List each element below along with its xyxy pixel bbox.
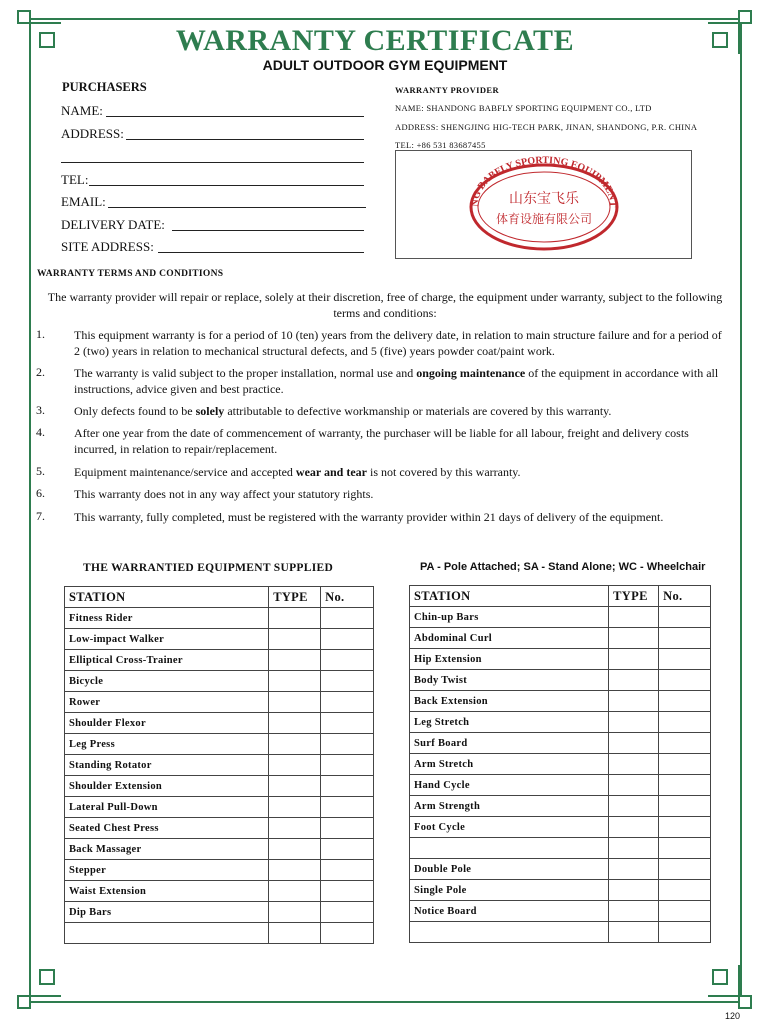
quantity-cell[interactable] bbox=[659, 628, 711, 649]
station-cell: Hand Cycle bbox=[410, 775, 609, 796]
stamp-cn-line2: 体育设施有限公司 bbox=[495, 212, 593, 226]
term-number: 6. bbox=[36, 486, 45, 500]
stamp-box bbox=[395, 150, 692, 259]
equipment-heading: THE WARRANTIED EQUIPMENT SUPPLIED bbox=[83, 562, 334, 574]
station-cell: Dip Bars bbox=[65, 902, 269, 923]
quantity-cell[interactable] bbox=[659, 859, 711, 880]
type-cell[interactable] bbox=[609, 754, 659, 775]
term-number: 1. bbox=[36, 327, 45, 341]
column-header: STATION bbox=[410, 586, 609, 607]
table-row bbox=[65, 902, 374, 923]
table-row bbox=[65, 608, 374, 629]
table-header-row bbox=[410, 586, 711, 607]
quantity-cell[interactable] bbox=[659, 838, 711, 859]
table-row bbox=[410, 628, 711, 649]
tel-label: TEL: bbox=[61, 172, 89, 187]
table-row bbox=[410, 754, 711, 775]
quantity-cell[interactable] bbox=[659, 775, 711, 796]
quantity-cell[interactable] bbox=[659, 901, 711, 922]
column-header: No. bbox=[659, 586, 711, 607]
station-cell: Lateral Pull-Down bbox=[65, 797, 269, 818]
station-cell: Leg Stretch bbox=[410, 712, 609, 733]
station-cell: Arm Strength bbox=[410, 796, 609, 817]
table-row bbox=[65, 734, 374, 755]
quantity-cell[interactable] bbox=[321, 692, 374, 713]
station-cell: Body Twist bbox=[410, 670, 609, 691]
quantity-cell[interactable] bbox=[321, 839, 374, 860]
station-cell: Arm Stretch bbox=[410, 754, 609, 775]
type-cell[interactable] bbox=[609, 607, 659, 628]
site-address-label: SITE ADDRESS: bbox=[61, 239, 154, 254]
type-cell[interactable] bbox=[609, 733, 659, 754]
term-text: This equipment warranty is for a period of 10 (ten) years from the delivery date, in relation to main structure failure and for a period of 2 (two) years in relation to mechanical structural defects, and 5 (five) years powder coat/paint work. bbox=[74, 328, 722, 358]
address-label: ADDRESS: bbox=[61, 126, 124, 141]
delivery-date-label: DELIVERY DATE: bbox=[61, 217, 165, 232]
table-row bbox=[65, 692, 374, 713]
table-row bbox=[410, 670, 711, 691]
quantity-cell[interactable] bbox=[659, 607, 711, 628]
table-row bbox=[65, 755, 374, 776]
quantity-cell[interactable] bbox=[321, 797, 374, 818]
quantity-cell[interactable] bbox=[659, 733, 711, 754]
table-row bbox=[410, 607, 711, 628]
term-text: After one year from the date of commencement of warranty, the purchaser will be liable for all labour, freight and delivery costs incurred, in relation to repair/replacement. bbox=[74, 426, 689, 456]
table-row bbox=[65, 650, 374, 671]
station-cell: Elliptical Cross-Trainer bbox=[65, 650, 269, 671]
provider-heading: WARRANTY PROVIDER bbox=[395, 85, 500, 95]
station-cell: Foot Cycle bbox=[410, 817, 609, 838]
column-header: TYPE bbox=[609, 586, 659, 607]
table-row bbox=[65, 881, 374, 902]
station-cell: Leg Press bbox=[65, 734, 269, 755]
email-label: EMAIL: bbox=[61, 194, 106, 209]
term-number: 5. bbox=[36, 464, 45, 478]
quantity-cell[interactable] bbox=[659, 754, 711, 775]
table-row bbox=[410, 649, 711, 670]
corner-ornament-bottom-left bbox=[17, 965, 61, 1009]
station-cell: Chin-up Bars bbox=[410, 607, 609, 628]
stamp-outer-text: NG BABFLY SPORTING EQUIPMENT bbox=[469, 155, 619, 208]
certificate-title: WARRANTY CERTIFICATE bbox=[175, 24, 575, 57]
table-row bbox=[65, 776, 374, 797]
company-seal-stamp bbox=[396, 151, 691, 258]
table-row bbox=[65, 860, 374, 881]
type-cell[interactable] bbox=[269, 755, 321, 776]
quantity-cell[interactable] bbox=[321, 881, 374, 902]
type-cell[interactable] bbox=[269, 923, 321, 944]
table-row bbox=[410, 922, 711, 943]
quantity-cell[interactable] bbox=[659, 880, 711, 901]
station-cell: Back Massager bbox=[65, 839, 269, 860]
table-row bbox=[65, 671, 374, 692]
provider-name: NAME: SHANDONG BABFLY SPORTING EQUIPMENT CO., LTD bbox=[395, 103, 652, 113]
quantity-cell[interactable] bbox=[321, 755, 374, 776]
stamp-cn-line1: 山东宝飞乐 bbox=[509, 191, 579, 207]
type-cell[interactable] bbox=[609, 922, 659, 943]
type-cell[interactable] bbox=[609, 838, 659, 859]
quantity-cell[interactable] bbox=[321, 776, 374, 797]
type-cell[interactable] bbox=[609, 880, 659, 901]
type-cell[interactable] bbox=[609, 691, 659, 712]
table-row bbox=[410, 712, 711, 733]
table-row bbox=[65, 629, 374, 650]
quantity-cell[interactable] bbox=[321, 902, 374, 923]
name-field[interactable] bbox=[106, 116, 364, 117]
type-cell[interactable] bbox=[269, 797, 321, 818]
table-row bbox=[65, 797, 374, 818]
quantity-cell[interactable] bbox=[321, 818, 374, 839]
quantity-cell[interactable] bbox=[321, 650, 374, 671]
table-row bbox=[65, 713, 374, 734]
type-cell[interactable] bbox=[609, 649, 659, 670]
station-cell: Double Pole bbox=[410, 859, 609, 880]
type-cell[interactable] bbox=[269, 839, 321, 860]
column-header: No. bbox=[321, 587, 374, 608]
type-cell[interactable] bbox=[269, 776, 321, 797]
station-cell: Hip Extension bbox=[410, 649, 609, 670]
station-cell: Surf Board bbox=[410, 733, 609, 754]
station-cell: Fitness Rider bbox=[65, 608, 269, 629]
station-cell: Bicycle bbox=[65, 671, 269, 692]
type-cell[interactable] bbox=[609, 901, 659, 922]
terms-intro: The warranty provider will repair or replace, solely at their discretion, free of charge, the equipment under warranty, subject to the following terms and conditions: bbox=[47, 290, 723, 320]
term-number: 2. bbox=[36, 365, 45, 379]
station-cell: Abdominal Curl bbox=[410, 628, 609, 649]
type-cell[interactable] bbox=[269, 818, 321, 839]
purchasers-heading: PURCHASERS bbox=[62, 80, 147, 94]
type-cell[interactable] bbox=[269, 734, 321, 755]
type-cell[interactable] bbox=[609, 817, 659, 838]
table-row bbox=[65, 839, 374, 860]
station-cell: Notice Board bbox=[410, 901, 609, 922]
quantity-cell[interactable] bbox=[659, 796, 711, 817]
quantity-cell[interactable] bbox=[321, 629, 374, 650]
type-cell[interactable] bbox=[269, 671, 321, 692]
type-cell[interactable] bbox=[269, 881, 321, 902]
table-row bbox=[410, 880, 711, 901]
address-field-line2[interactable] bbox=[61, 162, 364, 163]
provider-address: ADDRESS: SHENGJING HIG-TECH PARK, JINAN, SHANDONG, P.R. CHINA bbox=[395, 122, 698, 132]
station-cell bbox=[410, 838, 609, 859]
station-cell: Low-impact Walker bbox=[65, 629, 269, 650]
email-field[interactable] bbox=[108, 207, 366, 208]
table-row bbox=[410, 901, 711, 922]
table-row bbox=[65, 818, 374, 839]
quantity-cell[interactable] bbox=[321, 608, 374, 629]
table-row bbox=[410, 817, 711, 838]
quantity-cell[interactable] bbox=[659, 817, 711, 838]
type-cell[interactable] bbox=[609, 628, 659, 649]
delivery-date-field[interactable] bbox=[172, 230, 364, 231]
type-cell[interactable] bbox=[609, 712, 659, 733]
table-row bbox=[410, 838, 711, 859]
table-header-row bbox=[65, 587, 374, 608]
type-cell[interactable] bbox=[609, 670, 659, 691]
equipment-table-right bbox=[409, 585, 711, 943]
column-header: TYPE bbox=[269, 587, 321, 608]
station-cell: Stepper bbox=[65, 860, 269, 881]
tel-field[interactable] bbox=[89, 185, 364, 186]
station-cell: Shoulder Extension bbox=[65, 776, 269, 797]
station-cell bbox=[65, 923, 269, 944]
station-cell: Standing Rotator bbox=[65, 755, 269, 776]
quantity-cell[interactable] bbox=[659, 691, 711, 712]
table-row bbox=[410, 796, 711, 817]
quantity-cell[interactable] bbox=[321, 923, 374, 944]
quantity-cell[interactable] bbox=[321, 860, 374, 881]
table-row bbox=[410, 691, 711, 712]
station-cell: Seated Chest Press bbox=[65, 818, 269, 839]
quantity-cell[interactable] bbox=[659, 670, 711, 691]
type-cell[interactable] bbox=[269, 860, 321, 881]
term-number: 7. bbox=[36, 509, 45, 523]
provider-tel: TEL: +86 531 83687455 bbox=[395, 140, 486, 150]
certificate-subtitle: ADULT OUTDOOR GYM EQUIPMENT bbox=[262, 57, 508, 73]
type-cell[interactable] bbox=[269, 650, 321, 671]
type-cell[interactable] bbox=[609, 796, 659, 817]
column-header: STATION bbox=[65, 587, 269, 608]
type-cell[interactable] bbox=[609, 859, 659, 880]
type-cell[interactable] bbox=[269, 692, 321, 713]
type-cell[interactable] bbox=[269, 629, 321, 650]
quantity-cell[interactable] bbox=[321, 734, 374, 755]
quantity-cell[interactable] bbox=[659, 649, 711, 670]
site-address-field[interactable] bbox=[158, 252, 364, 253]
type-cell[interactable] bbox=[269, 713, 321, 734]
term-text: This warranty, fully completed, must be registered with the warranty provider within 21 days of delivery of the equipment. bbox=[74, 510, 664, 524]
address-field[interactable] bbox=[126, 139, 364, 140]
type-cell[interactable] bbox=[269, 902, 321, 923]
quantity-cell[interactable] bbox=[659, 922, 711, 943]
name-label: NAME: bbox=[61, 103, 103, 118]
table-row bbox=[410, 775, 711, 796]
terms-heading: WARRANTY TERMS AND CONDITIONS bbox=[37, 269, 224, 279]
term-text: Equipment maintenance/service and accepted wear and tear is not covered by this warranty. bbox=[74, 465, 521, 479]
station-cell: Single Pole bbox=[410, 880, 609, 901]
type-cell[interactable] bbox=[609, 775, 659, 796]
quantity-cell[interactable] bbox=[659, 712, 711, 733]
station-cell: Rower bbox=[65, 692, 269, 713]
station-cell: Waist Extension bbox=[65, 881, 269, 902]
station-cell: Shoulder Flexor bbox=[65, 713, 269, 734]
term-text: This warranty does not in any way affect your statutory rights. bbox=[74, 487, 374, 501]
station-cell: Back Extension bbox=[410, 691, 609, 712]
station-cell bbox=[410, 922, 609, 943]
corner-ornament-bottom-right bbox=[708, 965, 752, 1009]
table-row bbox=[410, 859, 711, 880]
quantity-cell[interactable] bbox=[321, 713, 374, 734]
page-number: 120 bbox=[724, 1011, 740, 1021]
equipment-table-left bbox=[64, 586, 374, 944]
quantity-cell[interactable] bbox=[321, 671, 374, 692]
term-number: 3. bbox=[36, 403, 45, 417]
equipment-legend: PA - Pole Attached; SA - Stand Alone; WC - Wheelchair bbox=[420, 561, 706, 573]
term-text: Only defects found to be solely attributable to defective workmanship or materials are covered by this warranty. bbox=[74, 404, 612, 418]
table-row bbox=[410, 733, 711, 754]
term-number: 4. bbox=[36, 425, 45, 439]
type-cell[interactable] bbox=[269, 608, 321, 629]
term-text: The warranty is valid subject to the proper installation, normal use and ongoing maintenance of the equipment in accordance with all instructions, advice given and best practice. bbox=[74, 366, 719, 396]
table-row bbox=[65, 923, 374, 944]
